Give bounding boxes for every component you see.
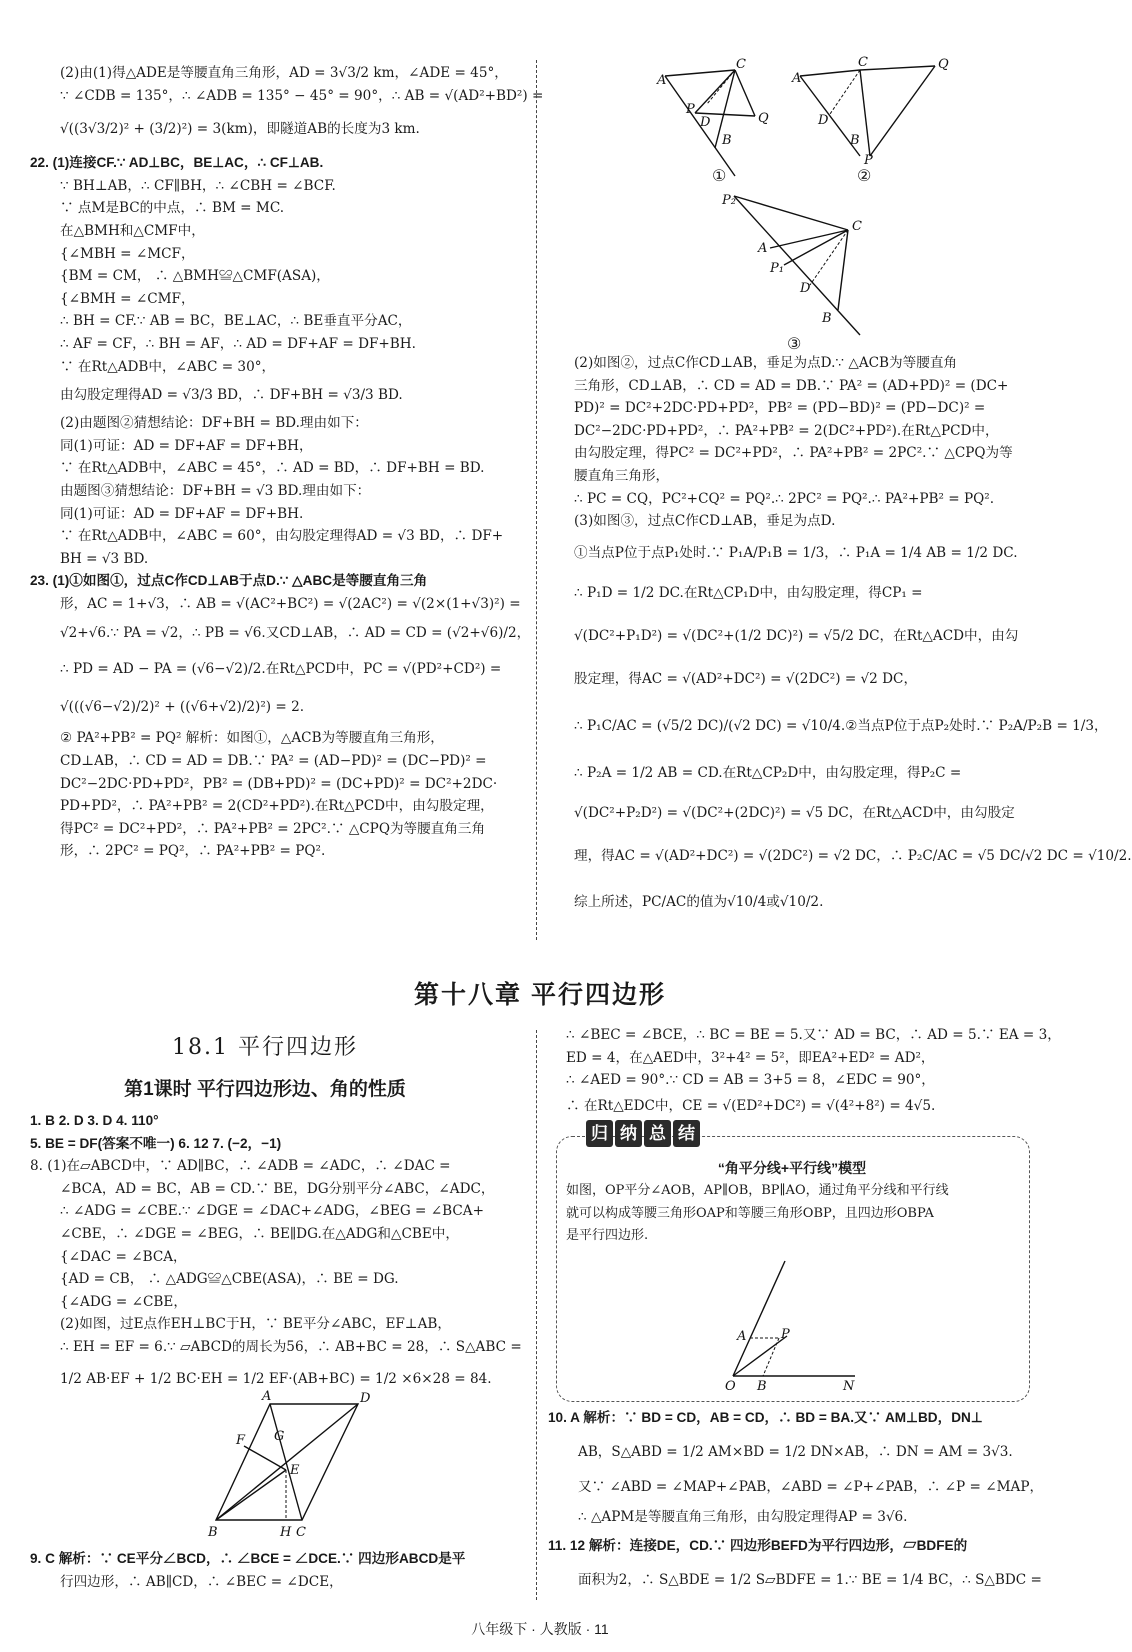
text-line: ①当点P位于点P₁处时.∵ P₁A/P₁B = 1/3，∴ P₁A = 1/4 AB = 1/2 DC. <box>574 544 1018 561</box>
text-line: √(DC²+P₁D²) = √(DC²+(1/2 DC)²) = √5/2 DC，在Rt△ACD中，由勾 <box>574 627 1019 644</box>
text-line: BH = √3 BD. <box>60 550 149 567</box>
text-line: ∴ ∠BEC = ∠BCE，∴ BC = BE = 5.又∵ AD = BC，∴ AD = 5.∵ EA = 3， <box>566 1027 1061 1043</box>
text-line: ∴ AF = CF，∴ BH = AF，∴ AD = DF+AF = DF+BH. <box>60 335 416 352</box>
text-line: (2)由(1)得△ADE是等腰直角三角形，AD = 3√3/2 km，∠ADE = 45°， <box>60 65 508 81</box>
lower-right-bottom <box>548 1404 1044 1600</box>
svg-text:C: C <box>858 55 868 70</box>
svg-text:B: B <box>722 133 732 148</box>
column-divider <box>536 60 537 940</box>
summary-tag-char: 纳 <box>615 1120 642 1147</box>
svg-text:A: A <box>737 1329 747 1344</box>
lower-right-top <box>566 1024 1061 1120</box>
text-line: (2)由题图②猜想结论：DF+BH = BD.理由如下： <box>60 415 368 432</box>
svg-text:Q: Q <box>758 111 769 126</box>
summary-tag-char: 总 <box>644 1120 671 1147</box>
svg-text:D: D <box>818 113 829 128</box>
column-divider-lower <box>536 1030 537 1600</box>
text-line: ∴ P₁C/AC = (√5/2 DC)/(√2 DC) = √10/4.②当点P位于点P₂处时.∵ P₂A/P₂B = 1/3， <box>574 717 1108 734</box>
text-line: 由题图③猜想结论：DF+BH = √3 BD.理由如下： <box>60 482 371 499</box>
text-line: (3)如图③，过点C作CD⊥AB，垂足为点D. <box>574 513 836 530</box>
svg-text:F: F <box>236 1433 246 1448</box>
model-title: “角平分线+平行线”模型 <box>717 1160 867 1176</box>
text-line: (2)如图②，过点C作CD⊥AB，垂足为点D.∵ △ACB为等腰直角 <box>574 355 958 371</box>
text-line: 三角形，CD⊥AB，∴ CD = AD = DB.∵ PA² = (AD+PD)² = (DC+ <box>574 377 1009 394</box>
text-line: √(DC²+P₂D²) = √(DC²+(2DC)²) = √5 DC，在Rt△ACD中，由勾股定 <box>574 804 1015 821</box>
text-line: 是平行四边形. <box>566 1228 649 1244</box>
figure-1-label: ① <box>712 166 727 185</box>
text-line: ∵ ∠CDB = 135°，∴ ∠ADB = 135° − 45° = 90°，∴ AB = √(AD²+BD²) = <box>60 87 544 104</box>
text-line: ∴ P₂A = 1/2 AB = CD.在Rt△CP₂D中，由勾股定理，得P₂C = <box>574 764 962 781</box>
text-line: {∠BMH = ∠CMF， <box>60 290 195 307</box>
text-line: ∴ PC = CQ，PC²+CQ² = PQ².∴ 2PC² = PQ².∴ PA²+PB² = PQ². <box>574 490 995 507</box>
text-line: PD)² = DC²+2DC·PD+PD²，PB² = (PD−BD)² = (PD−DC)² = <box>574 400 986 417</box>
text-line: 就可以构成等腰三角形OAP和等腰三角形OBP，且四边形OBPA <box>566 1205 934 1221</box>
page-footer: 八年级下 · 人教版 · 11 <box>471 1621 609 1637</box>
summary-text <box>566 1180 1018 1248</box>
svg-text:A: A <box>792 71 802 86</box>
svg-text:B: B <box>208 1525 218 1540</box>
text-line: {∠MBH = ∠MCF， <box>60 245 195 262</box>
text-line: {AD = CB， ∴ △ADG≌△CBE(ASA)，∴ BE = DG. <box>60 1271 399 1288</box>
parallelogram-figure <box>200 1390 380 1540</box>
text-line: ∵ BH⊥AB，∴ CF∥BH，∴ ∠CBH = ∠BCF. <box>60 177 336 194</box>
svg-text:D: D <box>360 1391 371 1406</box>
svg-text:C: C <box>296 1525 306 1540</box>
upper-right-column <box>574 352 1132 925</box>
text-line: 股定理，得AC = √(AD²+DC²) = √(2DC²) = √2 DC， <box>574 670 918 687</box>
svg-text:C: C <box>736 57 746 72</box>
text-line: ∵ 在Rt△ADB中，∠ABC = 60°，由勾股定理得AD = √3 BD，∴ DF+ <box>60 528 504 545</box>
text-line: ∴ PD = AD − PA = (√6−√2)/2.在Rt△PCD中，PC = √(PD²+CD²) = <box>60 661 502 678</box>
section-title: 18.1 平行四边形 <box>172 1035 358 1060</box>
text-line: ∴ 在Rt△EDC中，CE = √(ED²+DC²) = √(4²+8²) = 4√5. <box>566 1097 936 1114</box>
text-line: 由勾股定理得AD = √3/3 BD，∴ DF+BH = √3/3 BD. <box>60 387 403 404</box>
lower-left-column <box>30 1110 522 1399</box>
text-line: {∠ADG = ∠CBE， <box>60 1293 187 1310</box>
text-line: ED = 4，在△AED中，3²+4² = 5²，即EA²+ED² = AD²， <box>566 1049 935 1066</box>
text-line: 面积为2，∴ S△BDE = 1/2 S▱BDFE = 1.∵ BE = 1/4 BC，∴ S△BDC = <box>578 1572 1042 1588</box>
svg-text:P: P <box>864 153 873 168</box>
summary-tag <box>586 1120 700 1147</box>
text-line: 形，AC = 1+√3，∴ AB = √(AC²+BC²) = √(2AC²) = √(2×(1+√3)²) = <box>60 595 521 612</box>
text-line: 1/2 AB·EF + 1/2 BC·EH = 1/2 EF·(AB+BC) = 1/2 ×6×28 = 84. <box>60 1370 492 1387</box>
svg-text:D: D <box>800 281 811 296</box>
svg-text:B: B <box>850 133 860 148</box>
text-line: 得PC² = DC²+PD²，∴ PA²+PB² = 2PC².∵ △CPQ为等腰直角三角 <box>60 820 486 837</box>
text-line: 23. (1)①如图①，过点C作CD⊥AB于点D.∵ △ABC是等腰直角三角 <box>30 573 428 589</box>
text-line: CD⊥AB，∴ CD = AD = DB.∵ PA² = (AD−PD)² = (DC−PD)² = <box>60 753 487 770</box>
text-line: ∴ △APM是等腰直角三角形，由勾股定理得AP = 3√6. <box>578 1509 908 1525</box>
text-line: 综上所述，PC/AC的值为√10/4或√10/2. <box>574 893 824 910</box>
text-line: 5. BE = DF(答案不唯一) 6. 12 7. (−2，−1) <box>30 1135 282 1151</box>
summary-tag-char: 归 <box>586 1120 613 1147</box>
lesson-title: 第1课时 平行四边形边、角的性质 <box>124 1079 406 1100</box>
text-line: {BM = CM， ∴ △BMH≌△CMF(ASA)， <box>60 268 330 285</box>
text-line: 9. C 解析：∵ CE平分∠BCD，∴ ∠BCE = ∠DCE.∵ 四边形ABCD是平 <box>30 1551 466 1566</box>
text-line: 同(1)可证：AD = DF+AF = DF+BH， <box>60 437 313 454</box>
svg-text:B: B <box>757 1379 767 1394</box>
svg-text:N: N <box>843 1379 855 1394</box>
svg-text:B: B <box>822 311 832 326</box>
svg-text:C: C <box>852 219 862 234</box>
figure-2-label: ② <box>857 166 872 185</box>
svg-text:D: D <box>700 115 711 130</box>
text-line: ② PA²+PB² = PQ² 解析：如图①，△ACB为等腰直角三角形， <box>60 730 444 747</box>
svg-text:H: H <box>280 1525 292 1540</box>
svg-text:E: E <box>290 1463 300 1478</box>
text-line: 行四边形，∴ AB∥CD，∴ ∠BEC = ∠DCE， <box>60 1573 343 1590</box>
text-line: ∴ ∠ADG = ∠CBE.∵ ∠DGE = ∠DAC+∠ADG，∠BEG = ∠BCA+ <box>60 1203 484 1220</box>
figure-3-label: ③ <box>787 334 802 353</box>
text-line: ∴ EH = EF = 6.∵ ▱ABCD的周长为56，∴ AB+BC = 28，∴ S△ABC = <box>60 1338 522 1355</box>
svg-text:A: A <box>657 73 667 88</box>
text-line: ∠CBE，∴ ∠DGE = ∠BEG，∴ BE∥DG.在△ADG和△CBE中， <box>60 1225 459 1242</box>
svg-text:P₂: P₂ <box>722 193 736 208</box>
text-line: ∵ 在Rt△ADB中，∠ABC = 30°， <box>60 358 276 375</box>
text-line: √((3√3/2)² + (3/2)²) = 3(km)，即隧道AB的长度为3 km. <box>60 121 420 138</box>
figure-3 <box>720 190 880 340</box>
chapter-title: 第十八章 平行四边形 <box>414 981 666 1009</box>
svg-text:Q: Q <box>938 57 949 72</box>
svg-text:P₁: P₁ <box>770 261 784 276</box>
text-line: 8. (1)在▱ABCD中，∵ AD∥BC，∴ ∠ADB = ∠ADC，∴ ∠DAC = <box>30 1158 451 1175</box>
text-line: DC²−2DC·PD+PD²，PB² = (DB+PD)² = (DC+PD)² = DC²+2DC· <box>60 775 498 792</box>
text-line: ∵ 在Rt△ADB中，∠ABC = 45°，∴ AD = BD，∴ DF+BH = BD. <box>60 460 485 477</box>
figure-1 <box>657 56 780 176</box>
text-line: 理，得AC = √(AD²+DC²) = √(2DC²) = √2 DC，∴ P₂C/AC = √5 DC/√2 DC = √10/2. <box>574 847 1132 864</box>
text-line: 同(1)可证：AD = DF+AF = DF+BH. <box>60 505 304 522</box>
text-line: (2)如图，过E点作EH⊥BC于H，∵ BE平分∠ABC，EF⊥AB， <box>60 1316 451 1333</box>
text-line: ∠BCA，AD = BC，AB = CD.∵ BE，DG分别平分∠ABC，∠ADC， <box>60 1180 495 1197</box>
svg-text:O: O <box>725 1379 736 1394</box>
text-line: {∠DAC = ∠BCA， <box>60 1248 187 1265</box>
figure-2 <box>790 56 950 166</box>
text-line: 形，∴ 2PC² = PQ²，∴ PA²+PB² = PQ². <box>60 843 326 860</box>
text-line: 又∵ ∠ABD = ∠MAP+∠PAB，∠ABD = ∠P+∠PAB，∴ ∠P = ∠MAP， <box>578 1479 1044 1495</box>
text-line: ∴ ∠AED = 90°.∵ CD = AB = 3+5 = 8，∠EDC = 90°， <box>566 1072 935 1089</box>
svg-text:G: G <box>274 1429 285 1444</box>
text-line: √(((√6−√2)/2)² + ((√6+√2)/2)²) = 2. <box>60 699 305 716</box>
text-line: 如图，OP平分∠AOB，AP∥OB，BP∥AO，通过角平分线和平行线 <box>566 1183 949 1198</box>
text-line: PD+PD²，∴ PA²+PB² = 2(CD²+PD²).在Rt△PCD中，由勾股定理， <box>60 798 494 815</box>
text-line: 腰直角三角形， <box>574 467 670 484</box>
text-line: 22. (1)连接CF.∵ AD⊥BC，BE⊥AC，∴ CF⊥AB. <box>30 155 324 171</box>
summary-tag-char: 结 <box>673 1120 700 1147</box>
lower-left-bottom <box>30 1548 522 1593</box>
text-line: AB，S△ABD = 1/2 AM×BD = 1/2 DN×AB，∴ DN = AM = 3√3. <box>578 1444 1013 1460</box>
svg-text:A: A <box>758 241 768 256</box>
text-line: DC²−2DC·PD+PD²，∴ PA²+PB² = 2(DC²+PD²).在Rt△PCD中， <box>574 422 999 439</box>
svg-text:P: P <box>781 1327 790 1342</box>
svg-text:A: A <box>262 1389 272 1404</box>
angle-bisector-figure <box>715 1256 875 1394</box>
upper-left-column <box>30 62 544 863</box>
svg-text:P: P <box>686 102 695 117</box>
text-line: 10. A 解析：∵ BD = CD，AB = CD，∴ BD = BA.又∵ AM⊥BD，DN⊥ <box>548 1410 983 1425</box>
text-line: ∵ 点M是BC的中点，∴ BM = MC. <box>60 200 285 217</box>
text-line: 11. 12 解析：连接DE，CD.∵ 四边形BEFD为平行四边形，▱BDFE的 <box>548 1538 968 1553</box>
text-line: 由勾股定理，得PC² = DC²+PD²，∴ PA²+PB² = 2PC².∵ △CPQ为等 <box>574 445 1013 462</box>
text-line: ∴ BH = CF.∵ AB = BC，BE⊥AC，∴ BE垂直平分AC， <box>60 313 412 330</box>
text-line: √2+√6.∵ PA = √2，∴ PB = √6.又CD⊥AB，∴ AD = CD = (√2+√6)/2， <box>60 625 531 642</box>
text-line: ∴ P₁D = 1/2 DC.在Rt△CP₁D中，由勾股定理，得CP₁ = <box>574 584 923 601</box>
text-line: 在△BMH和△CMF中， <box>60 222 205 239</box>
text-line: 1. B 2. D 3. D 4. 110° <box>30 1113 159 1128</box>
